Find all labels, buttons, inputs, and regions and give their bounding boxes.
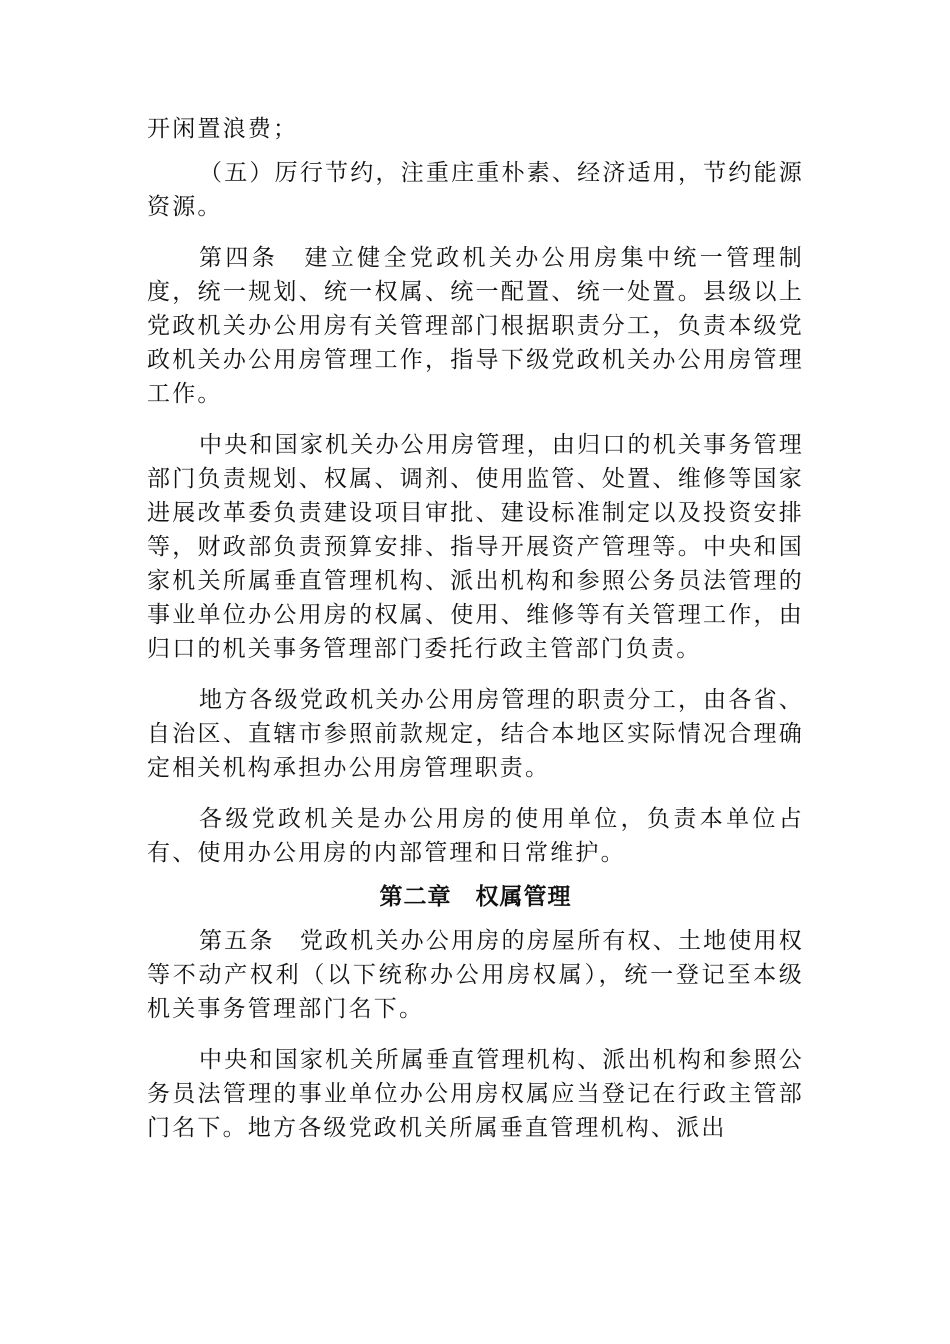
paragraph-article-four: 第四条 建立健全党政机关办公用房集中统一管理制度，统一规划、统一权属、统一配置、统一处置。县级以上党政机关办公用房有关管理部门根据职责分工，负责本级党政机关办公用房管理工作，指导下级党政机关办公用房管理工作。 bbox=[147, 245, 804, 407]
document-page bbox=[147, 112, 804, 1162]
paragraph-continuation: 开闲置浪费； bbox=[147, 116, 299, 142]
paragraph-local-management: 地方各级党政机关办公用房管理的职责分工，由各省、自治区、直辖市参照前款规定，结合本地区实际情况合理确定相关机构承担办公用房管理职责。 bbox=[147, 687, 804, 781]
paragraph-item-five: （五）厉行节约，注重庄重朴素、经济适用，节约能源资源。 bbox=[147, 160, 804, 220]
chapter-title: 第二章 权属管理 bbox=[379, 884, 572, 910]
paragraph-vertical-agencies: 中央和国家机关所属垂直管理机构、派出机构和参照公务员法管理的事业单位办公用房权属应当登记在行政主管部门名下。地方各级党政机关所属垂直管理机构、派出 bbox=[147, 1047, 804, 1141]
paragraph-article-five: 第五条 党政机关办公用房的房屋所有权、土地使用权等不动产权利（以下统称办公用房权属），统一登记至本级机关事务管理部门名下。 bbox=[147, 928, 804, 1022]
paragraph-usage-units: 各级党政机关是办公用房的使用单位，负责本单位占有、使用办公用房的内部管理和日常维护。 bbox=[147, 806, 804, 866]
paragraph-central-management: 中央和国家机关办公用房管理，由归口的机关事务管理部门负责规划、权属、调剂、使用监管、处置、维修等国家进展改革委负责建设项目审批、建设标准制定以及投资安排等，财政部负责预算安排、指导开展资产管理等。中央和国家机关所属垂直管理机构、派出机构和参照公务员法管理的事业单位办公用房的权属、使用、维修等有关管理工作，由归口的机关事务管理部门委托行政主管部门负责。 bbox=[147, 432, 804, 662]
